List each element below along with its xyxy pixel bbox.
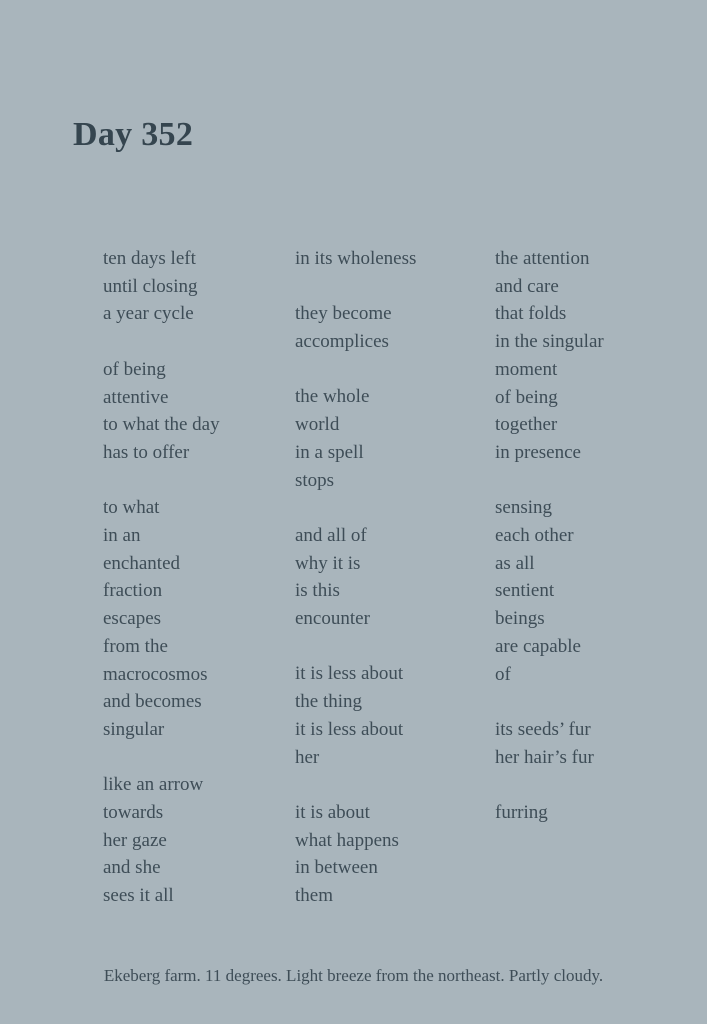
poem-line: like an arrow — [103, 774, 204, 796]
poem-line: it is less about — [295, 663, 404, 685]
poem-line: to what — [103, 497, 160, 519]
poem-line: are capable — [495, 635, 581, 657]
poem-line: has to offer — [103, 441, 190, 463]
poem-line: macrocosmos — [103, 663, 208, 685]
poem-line: each other — [495, 525, 574, 547]
poem-line: to what the day — [103, 414, 220, 436]
poem-line: attentive — [103, 386, 169, 408]
stanza — [495, 799, 604, 827]
poem-line: enchanted — [103, 552, 181, 574]
stanza — [295, 300, 416, 355]
page-title: Day 352 — [73, 116, 194, 153]
poem-line: in presence — [495, 441, 581, 463]
poem-line: in its wholeness — [295, 248, 417, 269]
weather-footer: Ekeberg farm. 11 degrees. Light breeze from the northeast. Partly cloudy. — [103, 966, 604, 985]
poem-line: why it is — [295, 552, 361, 574]
poem-column-3 — [495, 245, 604, 827]
poem-line: in a spell — [295, 441, 364, 463]
poem-line: what happens — [295, 829, 399, 851]
poem-line: the whole — [295, 386, 370, 408]
poem-line: sensing — [495, 497, 552, 519]
poem-line: towards — [103, 802, 164, 824]
poem-line: the attention — [495, 248, 590, 269]
poem-line: ten days left — [103, 248, 196, 269]
stanza — [103, 494, 220, 743]
poem-line: is this — [295, 580, 340, 602]
stanza — [103, 771, 220, 910]
poem-line: from the — [103, 635, 168, 657]
poem-line: a year cycle — [103, 303, 194, 325]
stanza — [295, 383, 416, 494]
stanza — [103, 245, 220, 328]
poem-line: as all — [495, 552, 535, 574]
poem-line: sentient — [495, 580, 555, 602]
poem-line: until closing — [103, 275, 198, 297]
poem-line: its seeds’ fur — [495, 718, 591, 740]
poem-line: accomplices — [295, 331, 389, 353]
poem-line: and she — [103, 857, 161, 879]
poem-line: and all of — [295, 524, 367, 546]
stanza — [103, 356, 220, 467]
poem-line: together — [495, 414, 558, 436]
stanza — [295, 245, 416, 273]
poem-line: and care — [495, 275, 559, 297]
poem-line: her — [295, 746, 320, 768]
poem-line: that folds — [495, 303, 567, 325]
poem-line: in an — [103, 525, 141, 546]
poem-line: stops — [295, 469, 335, 491]
poem-line: of being — [495, 386, 558, 408]
poem-line: they become — [295, 303, 392, 325]
poem-line: world — [295, 414, 340, 436]
poem-line: the thing — [295, 691, 363, 713]
stanza — [495, 245, 604, 467]
poem-line: it is about — [295, 801, 370, 823]
poem-line: and becomes — [103, 691, 202, 713]
poem-line: sees it all — [103, 885, 174, 907]
poem-column-2 — [295, 245, 416, 910]
poem-line: it is less about — [295, 718, 404, 740]
poem-line: singular — [103, 718, 165, 740]
poem-line: fraction — [103, 580, 163, 602]
poem-line: furring — [495, 802, 548, 824]
poem-line: beings — [495, 608, 545, 630]
poem-line: her gaze — [103, 829, 167, 851]
poem-line: escapes — [103, 608, 162, 630]
poem-line: of — [495, 663, 511, 685]
stanza — [495, 716, 604, 771]
poem-line: of being — [103, 358, 166, 380]
stanza — [295, 522, 416, 633]
stanza — [295, 660, 416, 771]
poem-column-1 — [103, 245, 220, 910]
poem-line: her hair’s fur — [495, 746, 594, 768]
poem-line: moment — [495, 358, 558, 380]
poem-line: them — [295, 885, 333, 907]
stanza — [295, 799, 416, 910]
stanza — [495, 494, 604, 688]
poem-line: in the singular — [495, 331, 604, 353]
poem-line: encounter — [295, 608, 370, 630]
poem-line: in between — [295, 857, 378, 879]
